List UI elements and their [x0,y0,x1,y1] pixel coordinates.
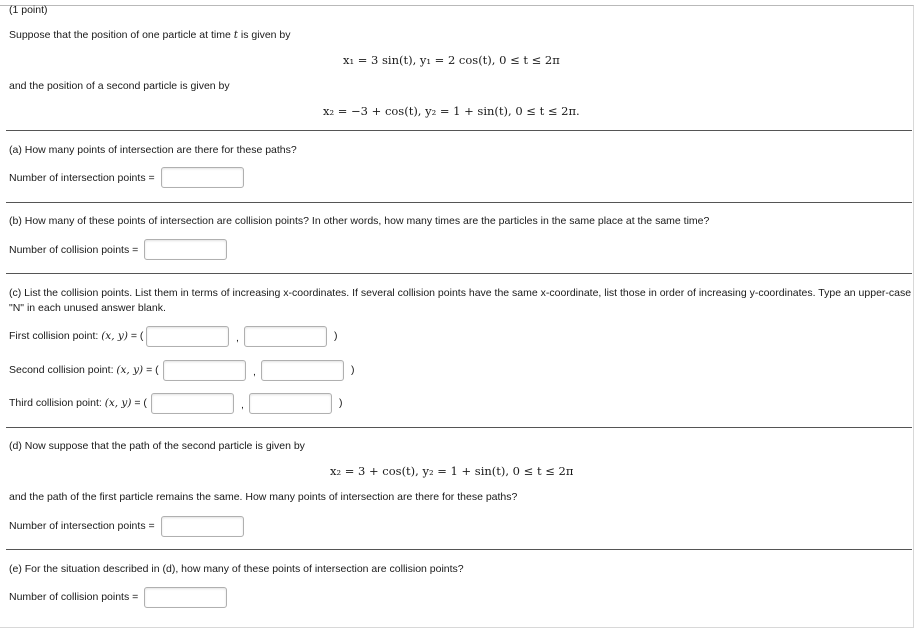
equation-particle-1: x₁ = 3 sin(t), y₁ = 2 cos(t), 0 ≤ t ≤ 2π [343,53,560,67]
third-collision-x-input[interactable] [151,393,234,414]
part-d-equation: x₂ = 3 + cos(t), y₂ = 1 + sin(t), 0 ≤ t ≤ 2π [330,464,574,478]
separator [6,549,912,550]
intro-text-start: Suppose that the position of one particle at time [9,29,231,41]
part-b-collision-input[interactable] [144,239,227,260]
part-d-label: Number of intersection points = [9,520,155,532]
first-collision-text: First collision point: [9,330,99,342]
first-collision-y-input[interactable] [244,326,327,347]
first-collision-x-input[interactable] [146,326,229,347]
part-a-question: (a) How many points of intersection are there for these paths? [9,144,297,156]
equals-open-paren: = ( [146,364,159,376]
part-e-question: (e) For the situation described in (d), how many of these points of intersection are collision points? [9,563,464,575]
part-b-label: Number of collision points = [9,244,139,256]
close-paren: ) [339,397,343,409]
separator [6,273,912,274]
equals-open-paren: = ( [130,330,144,342]
part-a-intersection-input[interactable] [161,167,244,188]
part-d-intersection-input[interactable] [161,516,244,537]
second-particle-text: and the position of a second particle is given by [9,80,230,92]
part-a-label: Number of intersection points = [9,172,155,184]
separator [6,130,912,131]
second-collision-y-input[interactable] [261,360,344,381]
pair-notation: (x, y) [116,364,144,376]
separator [6,427,912,428]
part-d-question: (d) Now suppose that the path of the second particle is given by [9,440,305,452]
third-collision-label [9,397,147,409]
equals-open-paren: = ( [134,397,147,409]
third-collision-y-input[interactable] [249,393,332,414]
part-c-instructions-line1: (c) List the collision points. List them in terms of increasing x-coordinates. If several collision points have the same x-coordinate, list those in order of increasing y-coordinates. Type an upper-case [9,287,912,299]
close-paren: ) [334,330,338,342]
part-b-question: (b) How many of these points of intersection are collision points? In other words, how many times are the particles in the same place at the same time? [9,215,710,227]
second-collision-label [9,364,159,376]
intro-t-var: t [233,29,238,41]
first-collision-label [9,330,143,342]
problem-frame [0,5,914,628]
part-e-label: Number of collision points = [9,591,139,603]
equation-particle-2: x₂ = −3 + cos(t), y₂ = 1 + sin(t), 0 ≤ t ≤ 2π. [323,104,580,118]
part-d-followup: and the path of the first particle remains the same. How many points of intersection are there for these paths? [9,491,518,503]
part-c-instructions-line2: "N" in each unused answer blank. [9,302,166,314]
second-collision-x-input[interactable] [163,360,246,381]
points-label: (1 point) [9,4,48,16]
second-collision-text: Second collision point: [9,364,114,376]
third-collision-text: Third collision point: [9,397,102,409]
comma: , [236,332,239,344]
intro-text [9,29,291,41]
pair-notation: (x, y) [101,330,128,342]
comma: , [241,399,244,411]
intro-text-end: is given by [240,29,291,41]
comma: , [253,366,256,378]
pair-notation: (x, y) [104,397,132,409]
separator [6,202,912,203]
part-e-collision-input[interactable] [144,587,227,608]
close-paren: ) [351,364,355,376]
